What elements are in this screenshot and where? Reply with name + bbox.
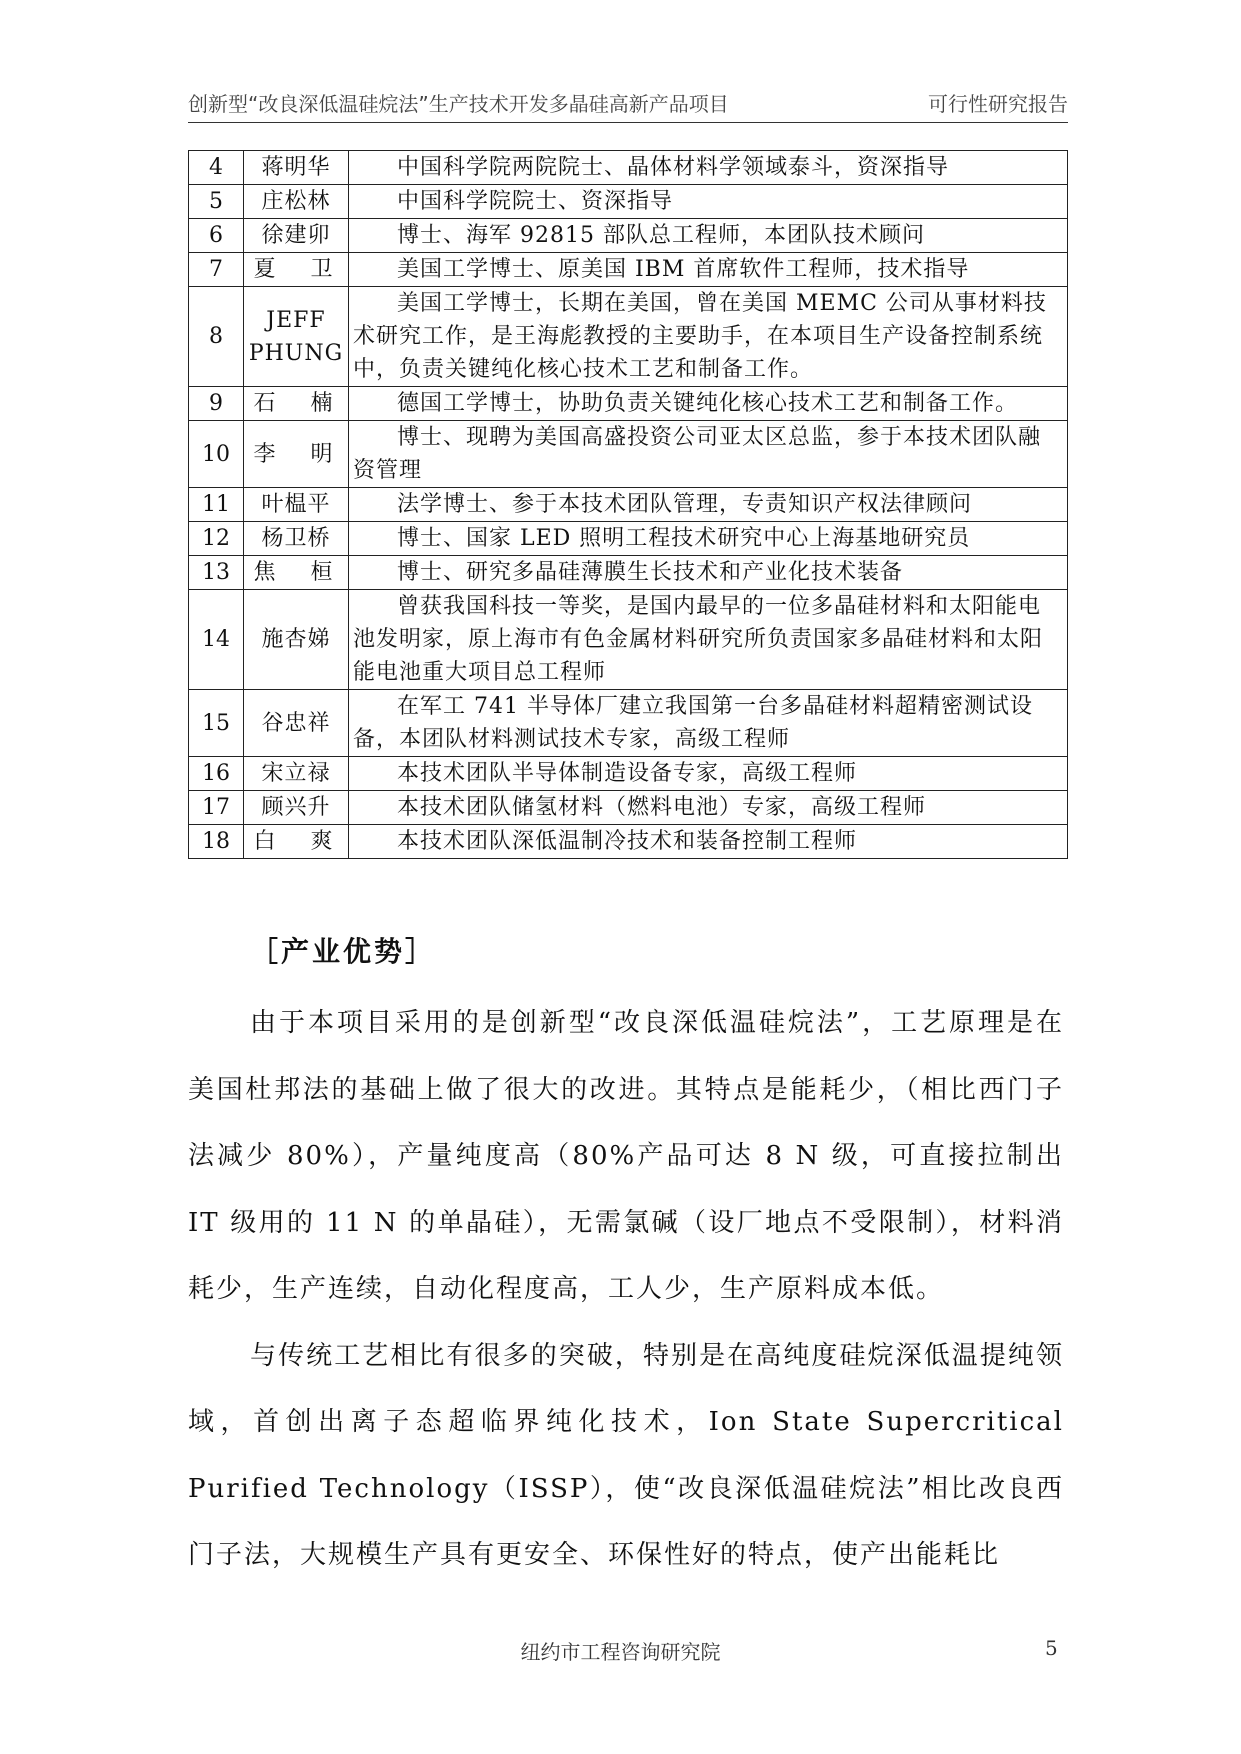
- member-description: [349, 421, 1068, 488]
- team-table-body: [189, 151, 1068, 859]
- section-title: ［产业优势］: [250, 935, 437, 968]
- description-text: 博士、研究多晶硅薄膜生长技术和产业化技术装备: [397, 560, 904, 585]
- header-report-type: 可行性研究报告: [928, 92, 1068, 116]
- row-number: 5: [189, 185, 244, 219]
- description-text: 博士、国家 LED 照明工程技术研究中心上海基地研究员: [397, 526, 971, 551]
- description-text: 在军工 741 半导体厂建立我国第一台多晶硅材料超精密测试设备，本团队材料测试技术专家，高级工程师: [353, 694, 1033, 752]
- table-row: [189, 757, 1068, 791]
- description-text: 中国科学院两院院士、晶体材料学领域泰斗，资深指导: [397, 155, 950, 180]
- member-description: [349, 287, 1068, 387]
- member-name: 谷忠祥: [244, 690, 349, 757]
- table-row: [189, 590, 1068, 690]
- table-row: [189, 556, 1068, 590]
- member-description: [349, 253, 1068, 287]
- table-row: [189, 690, 1068, 757]
- member-description: [349, 151, 1068, 185]
- member-description: [349, 791, 1068, 825]
- table-row: [189, 791, 1068, 825]
- member-name: 焦 桓: [244, 556, 349, 590]
- member-description: [349, 185, 1068, 219]
- row-number: 16: [189, 757, 244, 791]
- row-number: 18: [189, 825, 244, 859]
- description-text: 博士、海军 92815 部队总工程师，本团队技术顾问: [397, 223, 925, 248]
- member-description: [349, 690, 1068, 757]
- section-body: [188, 990, 1064, 1589]
- table-row: [189, 387, 1068, 421]
- table-row: [189, 488, 1068, 522]
- table-row: [189, 253, 1068, 287]
- member-description: [349, 522, 1068, 556]
- description-text: 美国工学博士，长期在美国，曾在美国 MEMC 公司从事材料技术研究工作，是王海彪教授的主要助手，在本项目生产设备控制系统中，负责关键纯化核心技术工艺和制备工作。: [353, 291, 1047, 382]
- row-number: 4: [189, 151, 244, 185]
- description-text: 本技术团队半导体制造设备专家，高级工程师: [397, 761, 858, 786]
- member-name: 李 明: [244, 421, 349, 488]
- member-name: 蒋明华: [244, 151, 349, 185]
- member-name: 宋立禄: [244, 757, 349, 791]
- row-number: 15: [189, 690, 244, 757]
- description-text: 博士、现聘为美国高盛投资公司亚太区总监，参于本技术团队融资管理: [353, 425, 1042, 483]
- member-description: [349, 219, 1068, 253]
- description-text: 本技术团队深低温制冷技术和装备控制工程师: [397, 829, 858, 854]
- table-row: [189, 421, 1068, 488]
- table-row: [189, 151, 1068, 185]
- member-name: 杨卫桥: [244, 522, 349, 556]
- row-number: 17: [189, 791, 244, 825]
- footer-organization: 纽约市工程咨询研究院: [520, 1640, 721, 1664]
- member-description: [349, 387, 1068, 421]
- member-name: 徐建卯: [244, 219, 349, 253]
- description-text: 曾获我国科技一等奖，是国内最早的一位多晶硅材料和太阳能电池发明家，原上海市有色金属材料研究所负责国家多晶硅材料和太阳能电池重大项目总工程师: [353, 594, 1044, 685]
- row-number: 12: [189, 522, 244, 556]
- table-row: [189, 825, 1068, 859]
- paragraph: 由于本项目采用的是创新型“改良深低温硅烷法”，工艺原理是在美国杜邦法的基础上做了很大的改进。其特点是能耗少，（相比西门子法减少 80%），产量纯度高（80%产品可达 8 N 级，可直接拉制出 IT 级用的 11 N 的单晶硅），无需氯碱（设厂地点不受限制），材料消耗少，生产连续，自动化程度高，工人少，生产原料成本低。: [188, 1008, 1064, 1304]
- page-number: 5: [1045, 1636, 1058, 1660]
- member-description: [349, 825, 1068, 859]
- member-description: [349, 556, 1068, 590]
- row-number: 13: [189, 556, 244, 590]
- member-description: [349, 757, 1068, 791]
- table-row: [189, 522, 1068, 556]
- member-description: [349, 590, 1068, 690]
- member-name: 白 爽: [244, 825, 349, 859]
- page-header: [188, 84, 1068, 123]
- member-name: 庄松林: [244, 185, 349, 219]
- member-name: 施杏娣: [244, 590, 349, 690]
- table-row: [189, 185, 1068, 219]
- description-text: 德国工学博士，协助负责关键纯化核心技术工艺和制备工作。: [397, 391, 1019, 416]
- table-row: [189, 219, 1068, 253]
- table-row: [189, 287, 1068, 387]
- row-number: 10: [189, 421, 244, 488]
- member-name: 叶榅平: [244, 488, 349, 522]
- team-table: [188, 150, 1068, 859]
- member-description: [349, 488, 1068, 522]
- description-text: 美国工学博士、原美国 IBM 首席软件工程师，技术指导: [397, 257, 970, 282]
- row-number: 14: [189, 590, 244, 690]
- member-name: 石 楠: [244, 387, 349, 421]
- row-number: 7: [189, 253, 244, 287]
- member-name: 夏 卫: [244, 253, 349, 287]
- row-number: 8: [189, 287, 244, 387]
- row-number: 6: [189, 219, 244, 253]
- paragraph: 与传统工艺相比有很多的突破，特别是在高纯度硅烷深低温提纯领域，首创出离子态超临界纯化技术，Ion State Supercritical Purified Technology（ISSP），使“改良深低温硅烷法”相比改良西门子法，大规模生产具有更安全、环保性好的特点，使产出能耗比: [188, 1340, 1064, 1570]
- header-title: 创新型“改良深低温硅烷法”生产技术开发多晶硅高新产品项目: [188, 92, 729, 116]
- description-text: 法学博士、参于本技术团队管理，专责知识产权法律顾问: [397, 492, 973, 517]
- row-number: 11: [189, 488, 244, 522]
- member-name: JEFF PHUNG: [244, 287, 349, 387]
- description-text: 本技术团队储氢材料（燃料电池）专家，高级工程师: [397, 795, 927, 820]
- member-name: 顾兴升: [244, 791, 349, 825]
- description-text: 中国科学院院士、资深指导: [397, 189, 674, 214]
- row-number: 9: [189, 387, 244, 421]
